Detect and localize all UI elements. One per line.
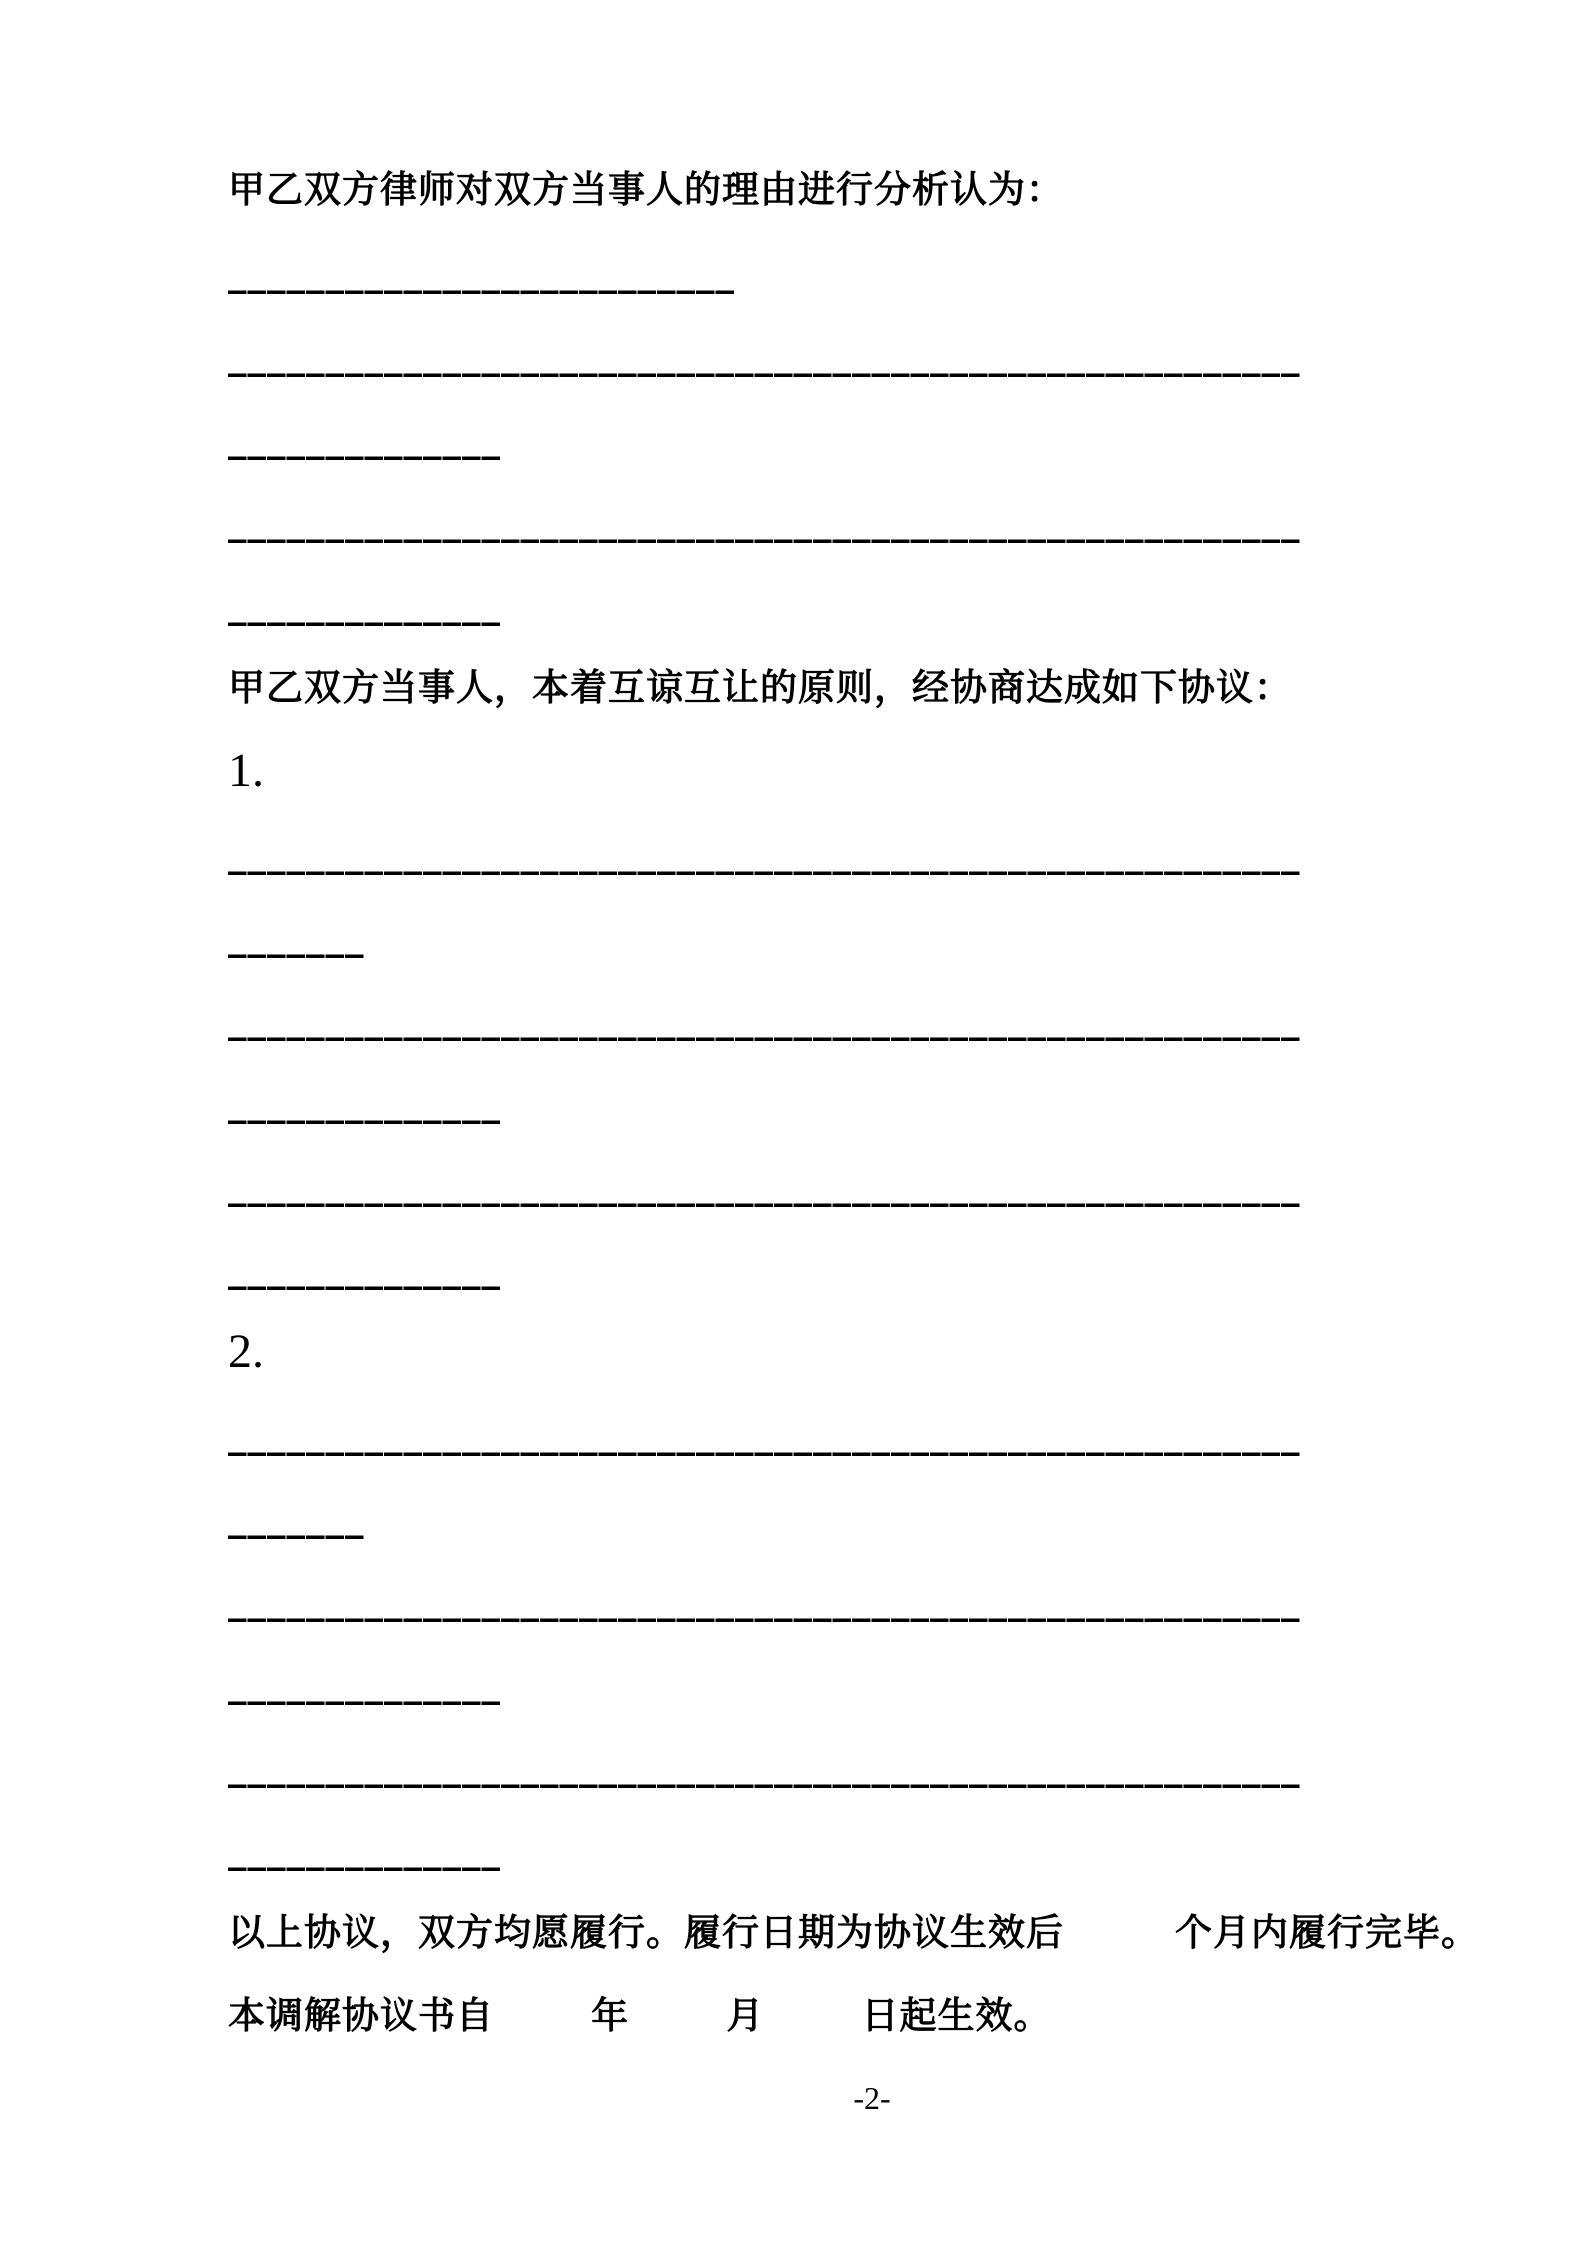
blank-underline: ______________ xyxy=(228,1662,501,1705)
blank-underline: _______________________________________________________ xyxy=(228,500,1301,543)
blank-underline: ______________ xyxy=(228,1081,501,1124)
blank-underline: _______________________________________________________ xyxy=(228,334,1301,377)
paragraph-agreement-intro: 甲乙双方当事人，本着互谅互让的原则，经协商达成如下协议： xyxy=(228,666,1292,709)
item-2-label: 2. xyxy=(228,1325,264,1378)
blank-underline: _______________________________________________________ xyxy=(228,1164,1301,1207)
blank-underline: _______________________________________________________ xyxy=(228,1745,1301,1788)
blank-underline: _______________________________________________________ xyxy=(228,1579,1301,1622)
blank-underline: ______________ xyxy=(228,1828,501,1871)
paragraph-effective-date-clause: 本调解协议书自 年 月 日起生效。 xyxy=(228,1994,1052,2037)
blank-underline: _______________________________________________________ xyxy=(228,998,1301,1041)
blank-underline: ______________ xyxy=(228,1247,501,1290)
blank-underline: _______ xyxy=(228,1496,365,1539)
page-number: -2- xyxy=(853,2080,891,2116)
blank-underline: _______________________________________________________ xyxy=(228,832,1301,875)
paragraph-lawyer-analysis-intro: 甲乙双方律师对双方当事人的理由进行分析认为： xyxy=(228,168,1064,211)
blank-underline: ______________ xyxy=(228,417,501,460)
blank-underline: _______ xyxy=(228,915,365,958)
blank-underline: ______________ xyxy=(228,583,501,626)
document-lines xyxy=(228,148,1480,2057)
paragraph-performance-clause: 以上协议，双方均愿履行。履行日期为协议生效后 个月内履行完毕。 xyxy=(228,1911,1480,1954)
item-1-label: 1. xyxy=(228,744,264,797)
blank-underline: __________________________ xyxy=(228,251,735,294)
blank-underline: _______________________________________________________ xyxy=(228,1413,1301,1456)
